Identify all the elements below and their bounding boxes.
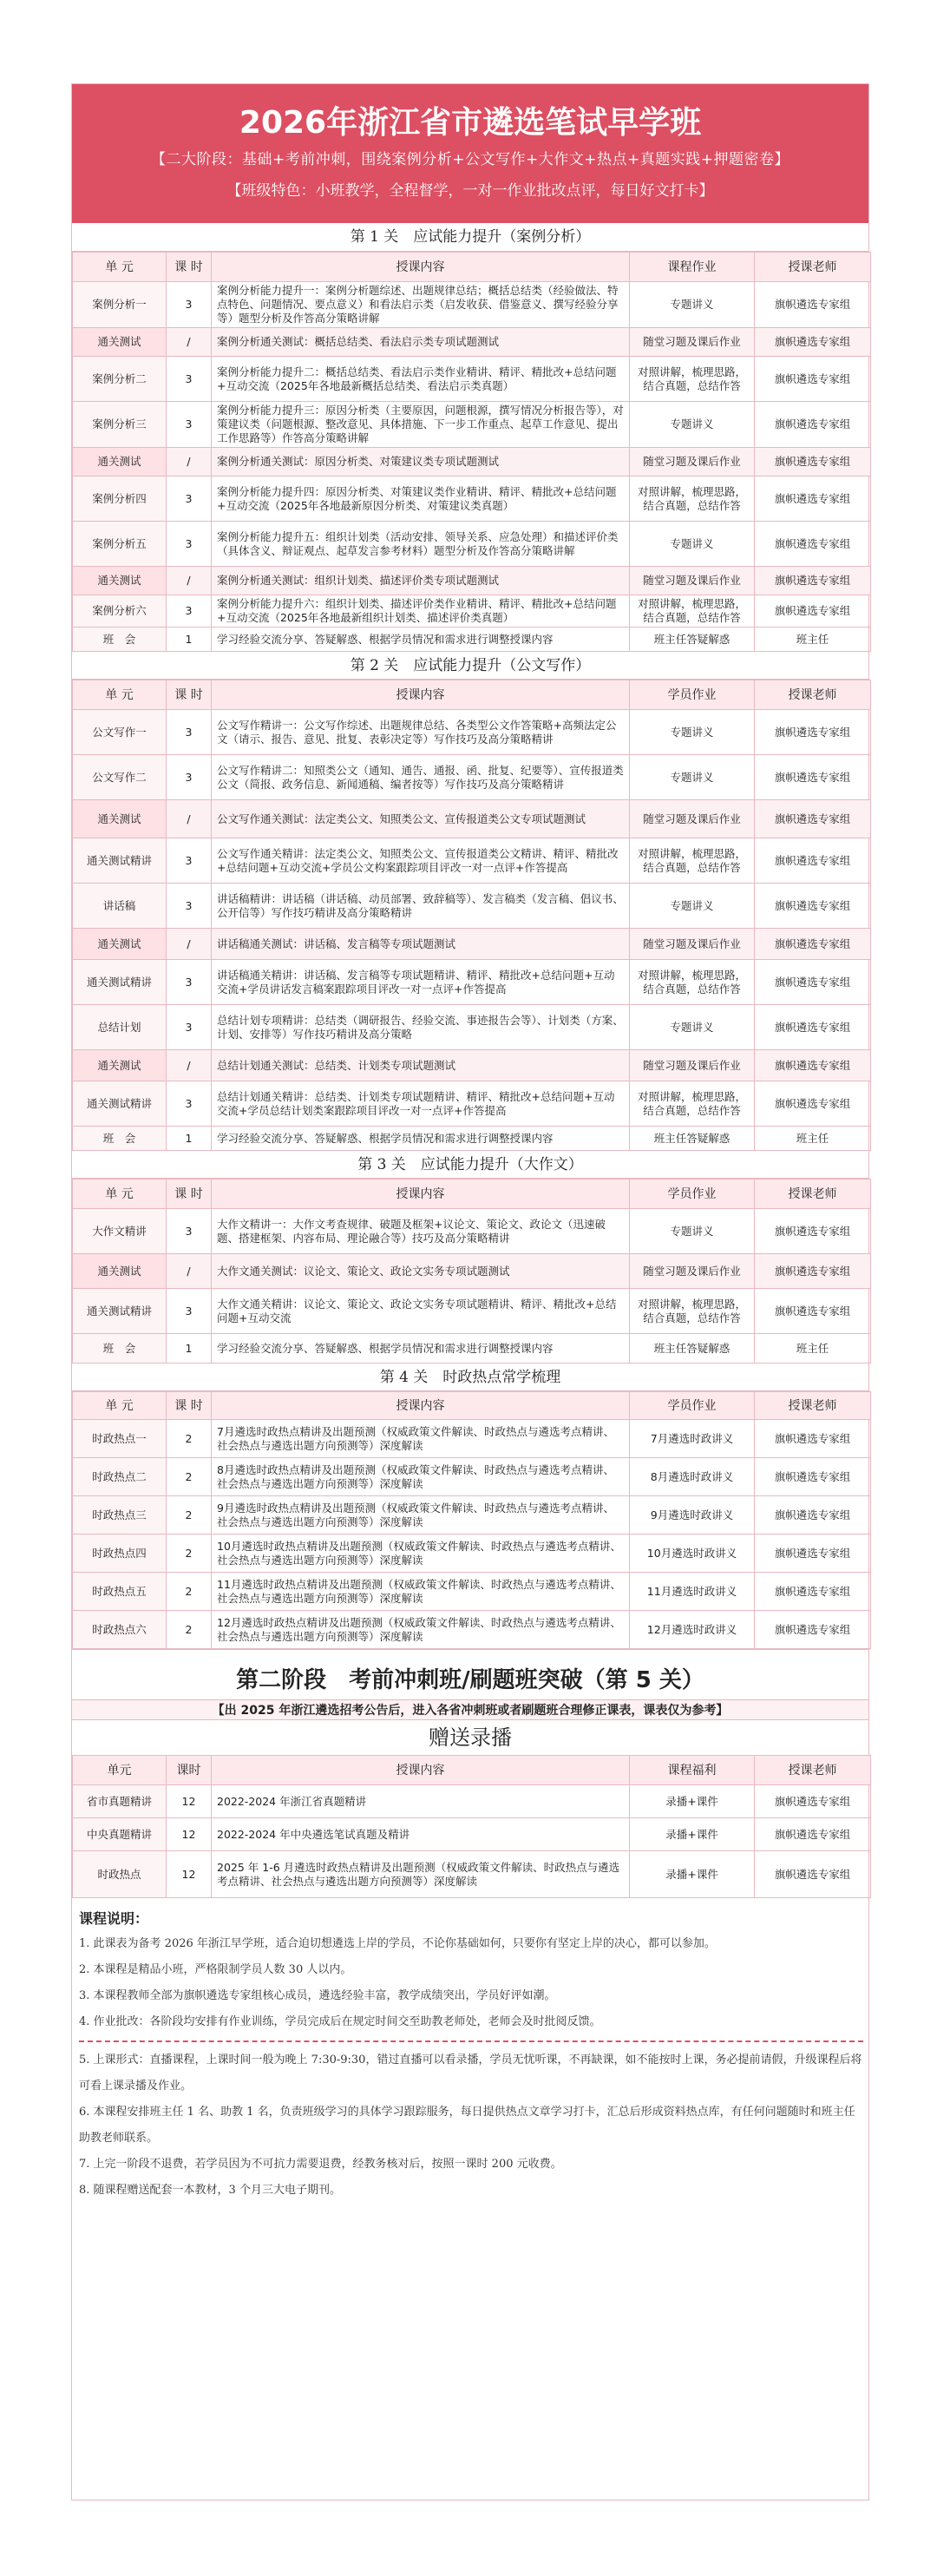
column-header: 单元 bbox=[73, 1756, 167, 1785]
teacher-cell: 旗帜遴选专家组 bbox=[755, 1420, 871, 1458]
content-cell: 案例分析能力提升三：原因分析类（主要原因，问题根源，撰写情况分析报告等），对策建议类（问题根源、整改意见、具体措施、下一步工作重点、起草工作意见、提出工作思路等）作答高分策略讲解 bbox=[212, 402, 630, 448]
teacher-cell: 旗帜遴选专家组 bbox=[755, 755, 871, 800]
content-cell: 讲话稿通关测试：讲话稿、发言稿等专项试题测试 bbox=[212, 929, 630, 960]
table-row bbox=[73, 838, 871, 884]
course-description bbox=[72, 1898, 868, 2209]
hours-cell: 3 bbox=[167, 595, 212, 628]
table-row bbox=[73, 800, 871, 838]
unit-cell: 通关测试 bbox=[73, 929, 167, 960]
hours-cell: 3 bbox=[167, 960, 212, 1005]
teacher-cell: 旗帜遴选专家组 bbox=[755, 448, 871, 476]
table-row bbox=[73, 1081, 871, 1127]
description-item: 7. 上完一阶段不退费，若学员因为不可抗力需要退费，经教务核对后，按照一课时 200 元收费。 bbox=[79, 2158, 562, 2171]
homework-cell: 随堂习题及课后作业 bbox=[630, 1254, 755, 1289]
unit-cell: 时政热点 bbox=[73, 1851, 167, 1898]
dashed-divider bbox=[79, 2040, 863, 2042]
unit-cell: 通关测试 bbox=[73, 328, 167, 357]
table-row bbox=[73, 1334, 871, 1364]
homework-cell: 录播+课件 bbox=[630, 1785, 755, 1818]
teacher-cell: 旗帜遴选专家组 bbox=[755, 1209, 871, 1254]
unit-cell: 时政热点一 bbox=[73, 1420, 167, 1458]
column-header: 授课内容 bbox=[212, 1392, 630, 1420]
content-cell: 10月遴选时政热点精讲及出题预测（权威政策文件解读、时政热点与遴选考点精讲、社会热点与遴选出题方向预测等）深度解读 bbox=[212, 1534, 630, 1573]
unit-cell: 时政热点五 bbox=[73, 1573, 167, 1611]
teacher-cell: 旗帜遴选专家组 bbox=[755, 1254, 871, 1289]
schedule-table bbox=[72, 1391, 871, 1649]
column-header: 授课老师 bbox=[755, 253, 871, 282]
unit-cell: 案例分析六 bbox=[73, 595, 167, 628]
column-header: 课 时 bbox=[167, 680, 212, 710]
description-list bbox=[79, 1931, 863, 2204]
homework-cell: 专题讲义 bbox=[630, 1209, 755, 1254]
hours-cell: 3 bbox=[167, 1209, 212, 1254]
hours-cell: 3 bbox=[167, 522, 212, 567]
unit-cell: 大作文精讲 bbox=[73, 1209, 167, 1254]
schedule-table bbox=[72, 252, 871, 652]
hours-cell: 12 bbox=[167, 1818, 212, 1851]
teacher-cell: 旗帜遴选专家组 bbox=[755, 595, 871, 628]
content-cell: 学习经验交流分享、答疑解惑、根据学员情况和需求进行调整授课内容 bbox=[212, 628, 630, 652]
unit-cell: 案例分析三 bbox=[73, 402, 167, 448]
stage-two-title: 第二阶段 考前冲刺班/刷题班突破（第 5 关） bbox=[72, 1649, 868, 1699]
teacher-cell: 旗帜遴选专家组 bbox=[755, 1851, 871, 1898]
unit-cell: 通关测试精讲 bbox=[73, 1289, 167, 1334]
table-row bbox=[73, 567, 871, 595]
teacher-cell: 班主任 bbox=[755, 1127, 871, 1151]
table-row bbox=[73, 595, 871, 628]
homework-cell: 专题讲义 bbox=[630, 402, 755, 448]
table-header-row bbox=[73, 680, 871, 710]
hours-cell: / bbox=[167, 1254, 212, 1289]
column-header: 授课内容 bbox=[212, 253, 630, 282]
table-row bbox=[73, 1005, 871, 1050]
content-cell: 案例分析能力提升六：组织计划类、描述评价类作业精讲、精评、精批改+总结问题+互动交流（2025年各地最新组织计划类、描述评价类真题） bbox=[212, 595, 630, 628]
column-header: 单 元 bbox=[73, 253, 167, 282]
homework-cell: 专题讲义 bbox=[630, 282, 755, 328]
table-row bbox=[73, 328, 871, 357]
table-row bbox=[73, 1050, 871, 1081]
content-cell: 8月遴选时政热点精讲及出题预测（权威政策文件解读、时政热点与遴选考点精讲、社会热点与遴选出题方向预测等）深度解读 bbox=[212, 1458, 630, 1496]
content-cell: 公文写作精讲二：知照类公文（通知、通告、通报、函、批复、纪要等）、宣传报道类公文（简报、政务信息、新闻通稿、编者按等）写作技巧及高分策略精讲 bbox=[212, 755, 630, 800]
homework-cell: 随堂习题及课后作业 bbox=[630, 448, 755, 476]
description-title: 课程说明： bbox=[79, 1910, 149, 1927]
unit-cell: 案例分析一 bbox=[73, 282, 167, 328]
unit-cell: 总结计划 bbox=[73, 1005, 167, 1050]
hours-cell: 2 bbox=[167, 1420, 212, 1458]
table-row bbox=[73, 402, 871, 448]
table-row bbox=[73, 1496, 871, 1534]
table-row bbox=[73, 1209, 871, 1254]
stage-two-table bbox=[72, 1755, 868, 1898]
content-cell: 11月遴选时政热点精讲及出题预测（权威政策文件解读、时政热点与遴选考点精讲、社会热点与遴选出题方向预测等）深度解读 bbox=[212, 1573, 630, 1611]
teacher-cell: 旗帜遴选专家组 bbox=[755, 800, 871, 838]
column-header: 学员作业 bbox=[630, 1392, 755, 1420]
unit-cell: 公文写作一 bbox=[73, 710, 167, 755]
content-cell: 2025 年 1-6 月遴选时政热点精讲及出题预测（权威政策文件解读、时政热点与遴选考点精讲、社会热点与遴选出题方向预测等）深度解读 bbox=[212, 1851, 630, 1898]
teacher-cell: 旗帜遴选专家组 bbox=[755, 710, 871, 755]
unit-cell: 时政热点三 bbox=[73, 1496, 167, 1534]
hours-cell: 2 bbox=[167, 1573, 212, 1611]
table-row bbox=[73, 929, 871, 960]
unit-cell: 班 会 bbox=[73, 1334, 167, 1364]
column-header: 课 时 bbox=[167, 1392, 212, 1420]
content-cell: 9月遴选时政热点精讲及出题预测（权威政策文件解读、时政热点与遴选考点精讲、社会热点与遴选出题方向预测等）深度解读 bbox=[212, 1496, 630, 1534]
column-header: 课 时 bbox=[167, 1180, 212, 1209]
content-cell: 总结计划专项精讲：总结类（调研报告、经验交流、事迹报告会等）、计划类（方案、计划、安排等）写作技巧精讲及高分策略 bbox=[212, 1005, 630, 1050]
table-row bbox=[73, 755, 871, 800]
content-cell: 大作文通关精讲：议论文、策论文、政论文实务专项试题精讲、精评、精批改+总结问题+互动交流 bbox=[212, 1289, 630, 1334]
table-row bbox=[73, 476, 871, 522]
teacher-cell: 班主任 bbox=[755, 628, 871, 652]
homework-cell: 11月遴选时政讲义 bbox=[630, 1573, 755, 1611]
hours-cell: 3 bbox=[167, 357, 212, 402]
hours-cell: 3 bbox=[167, 476, 212, 522]
poster-feature: 【班级特色：小班教学，全程督学，一对一作业批改点评，每日好文打卡】 bbox=[226, 182, 714, 200]
unit-cell: 案例分析二 bbox=[73, 357, 167, 402]
hours-cell: 2 bbox=[167, 1534, 212, 1573]
hours-cell: 3 bbox=[167, 884, 212, 929]
content-cell: 学习经验交流分享、答疑解惑、根据学员情况和需求进行调整授课内容 bbox=[212, 1334, 630, 1364]
hours-cell: 3 bbox=[167, 402, 212, 448]
teacher-cell: 旗帜遴选专家组 bbox=[755, 1818, 871, 1851]
content-cell: 公文写作通关测试：法定类公文、知照类公文、宣传报道类公文专项试题测试 bbox=[212, 800, 630, 838]
hours-cell: 2 bbox=[167, 1458, 212, 1496]
table-row bbox=[73, 1573, 871, 1611]
column-header: 授课内容 bbox=[212, 1180, 630, 1209]
content-cell: 学习经验交流分享、答疑解惑、根据学员情况和需求进行调整授课内容 bbox=[212, 1127, 630, 1151]
homework-cell: 10月遴选时政讲义 bbox=[630, 1534, 755, 1573]
unit-cell: 公文写作二 bbox=[73, 755, 167, 800]
teacher-cell: 旗帜遴选专家组 bbox=[755, 1005, 871, 1050]
schedule-table bbox=[72, 1179, 871, 1364]
hours-cell: / bbox=[167, 1050, 212, 1081]
stage-two-note: 【出 2025 年浙江遴选招考公告后，进入各省冲刺班或者刷题班合理修正课表，课表仅为参考】 bbox=[72, 1699, 868, 1720]
homework-cell: 班主任答疑解惑 bbox=[630, 1127, 755, 1151]
table-row bbox=[73, 1289, 871, 1334]
column-header: 学员作业 bbox=[630, 1180, 755, 1209]
table-row bbox=[73, 1611, 871, 1649]
homework-cell: 专题讲义 bbox=[630, 522, 755, 567]
table-row bbox=[73, 1534, 871, 1573]
description-item: 4. 作业批改：各阶段均安排有作业训练，学员完成后在规定时间交至助教老师处，老师会及时批阅反馈。 bbox=[79, 2015, 601, 2028]
table-header-row bbox=[73, 253, 871, 282]
column-header: 单 元 bbox=[73, 1392, 167, 1420]
hours-cell: 2 bbox=[167, 1611, 212, 1649]
teacher-cell: 旗帜遴选专家组 bbox=[755, 1573, 871, 1611]
teacher-cell: 旗帜遴选专家组 bbox=[755, 1050, 871, 1081]
section-title: 第 3 关 应试能力提升（大作文） bbox=[72, 1151, 868, 1179]
content-cell: 案例分析通关测试：原因分析类、对策建议类专项试题测试 bbox=[212, 448, 630, 476]
table-row bbox=[73, 1254, 871, 1289]
homework-cell: 9月遴选时政讲义 bbox=[630, 1496, 755, 1534]
unit-cell: 通关测试 bbox=[73, 800, 167, 838]
hours-cell: 12 bbox=[167, 1851, 212, 1898]
poster-title: 2026年浙江省市遴选笔试早学班 bbox=[239, 105, 702, 141]
teacher-cell: 旗帜遴选专家组 bbox=[755, 1496, 871, 1534]
schedule-table bbox=[72, 680, 871, 1151]
section-title: 第 2 关 应试能力提升（公文写作） bbox=[72, 652, 868, 680]
unit-cell: 案例分析五 bbox=[73, 522, 167, 567]
hours-cell: 1 bbox=[167, 1334, 212, 1364]
description-item: 5. 上课形式：直播课程，上课时间一般为晚上 7:30-9:30，错过直播可以看录播，学员无忧听课，不再缺课，如不能按时上课，务必提前请假，升级课程后将可看上课录播及作业。 bbox=[79, 2054, 862, 2093]
teacher-cell: 旗帜遴选专家组 bbox=[755, 1458, 871, 1496]
column-header: 单 元 bbox=[73, 1180, 167, 1209]
table-row bbox=[73, 884, 871, 929]
unit-cell: 通关测试 bbox=[73, 448, 167, 476]
homework-cell: 专题讲义 bbox=[630, 884, 755, 929]
homework-cell: 专题讲义 bbox=[630, 710, 755, 755]
hours-cell: / bbox=[167, 800, 212, 838]
homework-cell: 录播+课件 bbox=[630, 1818, 755, 1851]
column-header: 授课老师 bbox=[755, 680, 871, 710]
homework-cell: 班主任答疑解惑 bbox=[630, 1334, 755, 1364]
unit-cell: 时政热点二 bbox=[73, 1458, 167, 1496]
homework-cell: 12月遴选时政讲义 bbox=[630, 1611, 755, 1649]
unit-cell: 时政热点四 bbox=[73, 1534, 167, 1573]
table-row bbox=[73, 710, 871, 755]
homework-cell: 对照讲解，梳理思路，结合真题，总结作答 bbox=[630, 1289, 755, 1334]
unit-cell: 班 会 bbox=[73, 1127, 167, 1151]
unit-cell: 通关测试精讲 bbox=[73, 838, 167, 884]
table-row bbox=[73, 1458, 871, 1496]
hours-cell: 3 bbox=[167, 838, 212, 884]
table-header-row bbox=[73, 1180, 871, 1209]
teacher-cell: 旗帜遴选专家组 bbox=[755, 476, 871, 522]
column-header: 课程福利 bbox=[630, 1756, 755, 1785]
homework-cell: 对照讲解，梳理思路，结合真题，总结作答 bbox=[630, 595, 755, 628]
homework-cell: 对照讲解，梳理思路，结合真题，总结作答 bbox=[630, 357, 755, 402]
column-header: 课时 bbox=[167, 1756, 212, 1785]
teacher-cell: 旗帜遴选专家组 bbox=[755, 1081, 871, 1127]
table-row bbox=[73, 282, 871, 328]
homework-cell: 班主任答疑解惑 bbox=[630, 628, 755, 652]
homework-cell: 录播+课件 bbox=[630, 1851, 755, 1898]
homework-cell: 随堂习题及课后作业 bbox=[630, 328, 755, 357]
homework-cell: 随堂习题及课后作业 bbox=[630, 567, 755, 595]
content-cell: 总结计划通关测试：总结类、计划类专项试题测试 bbox=[212, 1050, 630, 1081]
schedule-table bbox=[72, 1755, 871, 1898]
column-header: 授课老师 bbox=[755, 1180, 871, 1209]
teacher-cell: 旗帜遴选专家组 bbox=[755, 328, 871, 357]
column-header: 课 时 bbox=[167, 253, 212, 282]
unit-cell: 讲话稿 bbox=[73, 884, 167, 929]
homework-cell: 随堂习题及课后作业 bbox=[630, 929, 755, 960]
hours-cell: 1 bbox=[167, 628, 212, 652]
hours-cell: 12 bbox=[167, 1785, 212, 1818]
stage-one-tables bbox=[72, 223, 868, 1649]
column-header: 单 元 bbox=[73, 680, 167, 710]
section-title: 第 4 关 时政热点常学梳理 bbox=[72, 1364, 868, 1391]
table-row bbox=[73, 1851, 871, 1898]
gift-recording-title: 赠送录播 bbox=[72, 1720, 868, 1755]
hours-cell: 3 bbox=[167, 1081, 212, 1127]
description-item: 2. 本课程是精品小班，严格限制学员人数 30 人以内。 bbox=[79, 1963, 352, 1976]
column-header: 授课老师 bbox=[755, 1756, 871, 1785]
homework-cell: 8月遴选时政讲义 bbox=[630, 1458, 755, 1496]
column-header: 授课老师 bbox=[755, 1392, 871, 1420]
table-header-row bbox=[73, 1392, 871, 1420]
description-item: 8. 随课程赠送配套一本教材，3 个月三大电子期刊。 bbox=[79, 2184, 341, 2197]
table-row bbox=[73, 1818, 871, 1851]
content-cell: 案例分析能力提升五：组织计划类（活动安排、领导关系、应急处理）和描述评价类（具体含义、辩证观点、起草发言参考材料）题型分析及作答高分策略讲解 bbox=[212, 522, 630, 567]
column-header: 课程作业 bbox=[630, 253, 755, 282]
hours-cell: / bbox=[167, 929, 212, 960]
teacher-cell: 旗帜遴选专家组 bbox=[755, 884, 871, 929]
teacher-cell: 旗帜遴选专家组 bbox=[755, 960, 871, 1005]
teacher-cell: 旗帜遴选专家组 bbox=[755, 357, 871, 402]
unit-cell: 通关测试精讲 bbox=[73, 1081, 167, 1127]
unit-cell: 通关测试 bbox=[73, 567, 167, 595]
hours-cell: / bbox=[167, 448, 212, 476]
content-cell: 案例分析能力提升一：案例分析题综述、出题规律总结；概括总结类（经验做法、特点特色、问题情况、要点意义）和看法启示类（启发收获、借鉴意义、撰写经验分享等）题型分析及作答高分策略讲解 bbox=[212, 282, 630, 328]
unit-cell: 时政热点六 bbox=[73, 1611, 167, 1649]
content-cell: 大作文通关测试：议论文、策论文、政论文实务专项试题测试 bbox=[212, 1254, 630, 1289]
content-cell: 讲话稿精讲：讲话稿（讲话稿、动员部署、致辞稿等）、发言稿类（发言稿、倡议书、公开信等）写作技巧精讲及高分策略精讲 bbox=[212, 884, 630, 929]
content-cell: 7月遴选时政热点精讲及出题预测（权威政策文件解读、时政热点与遴选考点精讲、社会热点与遴选出题方向预测等）深度解读 bbox=[212, 1420, 630, 1458]
homework-cell: 随堂习题及课后作业 bbox=[630, 1050, 755, 1081]
teacher-cell: 班主任 bbox=[755, 1334, 871, 1364]
content-cell: 2022-2024 年中央遴选笔试真题及精讲 bbox=[212, 1818, 630, 1851]
hours-cell: 3 bbox=[167, 710, 212, 755]
hours-cell: 3 bbox=[167, 1289, 212, 1334]
teacher-cell: 旗帜遴选专家组 bbox=[755, 522, 871, 567]
poster-header bbox=[72, 84, 868, 223]
section-title: 第 1 关 应试能力提升（案例分析） bbox=[72, 223, 868, 252]
homework-cell: 7月遴选时政讲义 bbox=[630, 1420, 755, 1458]
table-row bbox=[73, 522, 871, 567]
column-header: 学员作业 bbox=[630, 680, 755, 710]
content-cell: 案例分析能力提升二：概括总结类、看法启示类作业精讲、精评、精批改+总结问题+互动交流（2025年各地最新概括总结类、看法启示类真题） bbox=[212, 357, 630, 402]
hours-cell: / bbox=[167, 567, 212, 595]
teacher-cell: 旗帜遴选专家组 bbox=[755, 282, 871, 328]
teacher-cell: 旗帜遴选专家组 bbox=[755, 1611, 871, 1649]
teacher-cell: 旗帜遴选专家组 bbox=[755, 1289, 871, 1334]
hours-cell: 3 bbox=[167, 755, 212, 800]
unit-cell: 班 会 bbox=[73, 628, 167, 652]
content-cell: 2022-2024 年浙江省真题精讲 bbox=[212, 1785, 630, 1818]
content-cell: 公文写作通关精讲：法定类公文、知照类公文、宣传报道类公文精讲、精评、精批改+总结问题+互动交流+学员公文构案跟踪项目评改一对一点评+作答提高 bbox=[212, 838, 630, 884]
teacher-cell: 旗帜遴选专家组 bbox=[755, 929, 871, 960]
hours-cell: 2 bbox=[167, 1496, 212, 1534]
content-cell: 案例分析通关测试：概括总结类、看法启示类专项试题测试 bbox=[212, 328, 630, 357]
content-cell: 12月遴选时政热点精讲及出题预测（权威政策文件解读、时政热点与遴选考点精讲、社会热点与遴选出题方向预测等）深度解读 bbox=[212, 1611, 630, 1649]
hours-cell: 3 bbox=[167, 1005, 212, 1050]
table-header-row bbox=[73, 1756, 871, 1785]
homework-cell: 对照讲解，梳理思路，结合真题，总结作答 bbox=[630, 1081, 755, 1127]
content-cell: 公文写作精讲一：公文写作综述、出题规律总结、各类型公文作答策略+高频法定公文（请示、报告、意见、批复、表彰决定等）写作技巧及高分策略精讲 bbox=[212, 710, 630, 755]
content-cell: 讲话稿通关精讲：讲话稿、发言稿等专项试题精讲、精评、精批改+总结问题+互动交流+学员讲话发言稿案跟踪项目评改一对一点评+作答提高 bbox=[212, 960, 630, 1005]
content-cell: 案例分析通关测试：组织计划类、描述评价类专项试题测试 bbox=[212, 567, 630, 595]
column-header: 授课内容 bbox=[212, 1756, 630, 1785]
unit-cell: 案例分析四 bbox=[73, 476, 167, 522]
homework-cell: 对照讲解，梳理思路，结合真题，总结作答 bbox=[630, 476, 755, 522]
table-row bbox=[73, 357, 871, 402]
description-item: 1. 此课表为备考 2026 年浙江早学班，适合迫切想遴选上岸的学员，不论你基础如何，只要你有坚定上岸的决心，都可以参加。 bbox=[79, 1937, 716, 1950]
unit-cell: 通关测试 bbox=[73, 1254, 167, 1289]
homework-cell: 专题讲义 bbox=[630, 755, 755, 800]
hours-cell: / bbox=[167, 328, 212, 357]
table-row bbox=[73, 1127, 871, 1151]
hours-cell: 1 bbox=[167, 1127, 212, 1151]
content-cell: 总结计划通关精讲：总结类、计划类专项试题精讲、精评、精批改+总结问题+互动交流+学员总结计划类案跟踪项目评改一对一点评+作答提高 bbox=[212, 1081, 630, 1127]
unit-cell: 通关测试 bbox=[73, 1050, 167, 1081]
table-row bbox=[73, 1420, 871, 1458]
hours-cell: 3 bbox=[167, 282, 212, 328]
unit-cell: 省市真题精讲 bbox=[73, 1785, 167, 1818]
poster-subtitle: 【二大阶段：基础+考前冲刺，围绕案例分析+公文写作+大作文+热点+真题实践+押题密卷】 bbox=[151, 151, 790, 168]
homework-cell: 对照讲解，梳理思路，结合真题，总结作答 bbox=[630, 960, 755, 1005]
table-row bbox=[73, 1785, 871, 1818]
teacher-cell: 旗帜遴选专家组 bbox=[755, 567, 871, 595]
column-header: 授课内容 bbox=[212, 680, 630, 710]
homework-cell: 随堂习题及课后作业 bbox=[630, 800, 755, 838]
table-row bbox=[73, 960, 871, 1005]
content-cell: 案例分析能力提升四：原因分析类、对策建议类作业精讲、精评、精批改+总结问题+互动交流（2025年各地最新原因分析类、对策建议类真题） bbox=[212, 476, 630, 522]
description-item: 6. 本课程安排班主任 1 名、助教 1 名，负责班级学习的具体学习跟踪服务，每日提供热点文章学习打卡，汇总后形成资料热点库，有任何问题随时和班主任助教老师联系。 bbox=[79, 2106, 855, 2145]
teacher-cell: 旗帜遴选专家组 bbox=[755, 1785, 871, 1818]
unit-cell: 中央真题精讲 bbox=[73, 1818, 167, 1851]
teacher-cell: 旗帜遴选专家组 bbox=[755, 1534, 871, 1573]
teacher-cell: 旗帜遴选专家组 bbox=[755, 402, 871, 448]
teacher-cell: 旗帜遴选专家组 bbox=[755, 838, 871, 884]
unit-cell: 通关测试精讲 bbox=[73, 960, 167, 1005]
course-schedule-poster bbox=[71, 83, 869, 2500]
homework-cell: 专题讲义 bbox=[630, 1005, 755, 1050]
table-row bbox=[73, 448, 871, 476]
content-cell: 大作文精讲一：大作文考查规律、破题及框架+议论文、策论文、政论文（迅速破题、搭建框架、内容布局、理论融合等）技巧及高分策略精讲 bbox=[212, 1209, 630, 1254]
table-row bbox=[73, 628, 871, 652]
homework-cell: 对照讲解，梳理思路，结合真题，总结作答 bbox=[630, 838, 755, 884]
description-item: 3. 本课程教师全部为旗帜遴选专家组核心成员，遴选经验丰富，教学成绩突出，学员好评如潮。 bbox=[79, 1989, 556, 2002]
